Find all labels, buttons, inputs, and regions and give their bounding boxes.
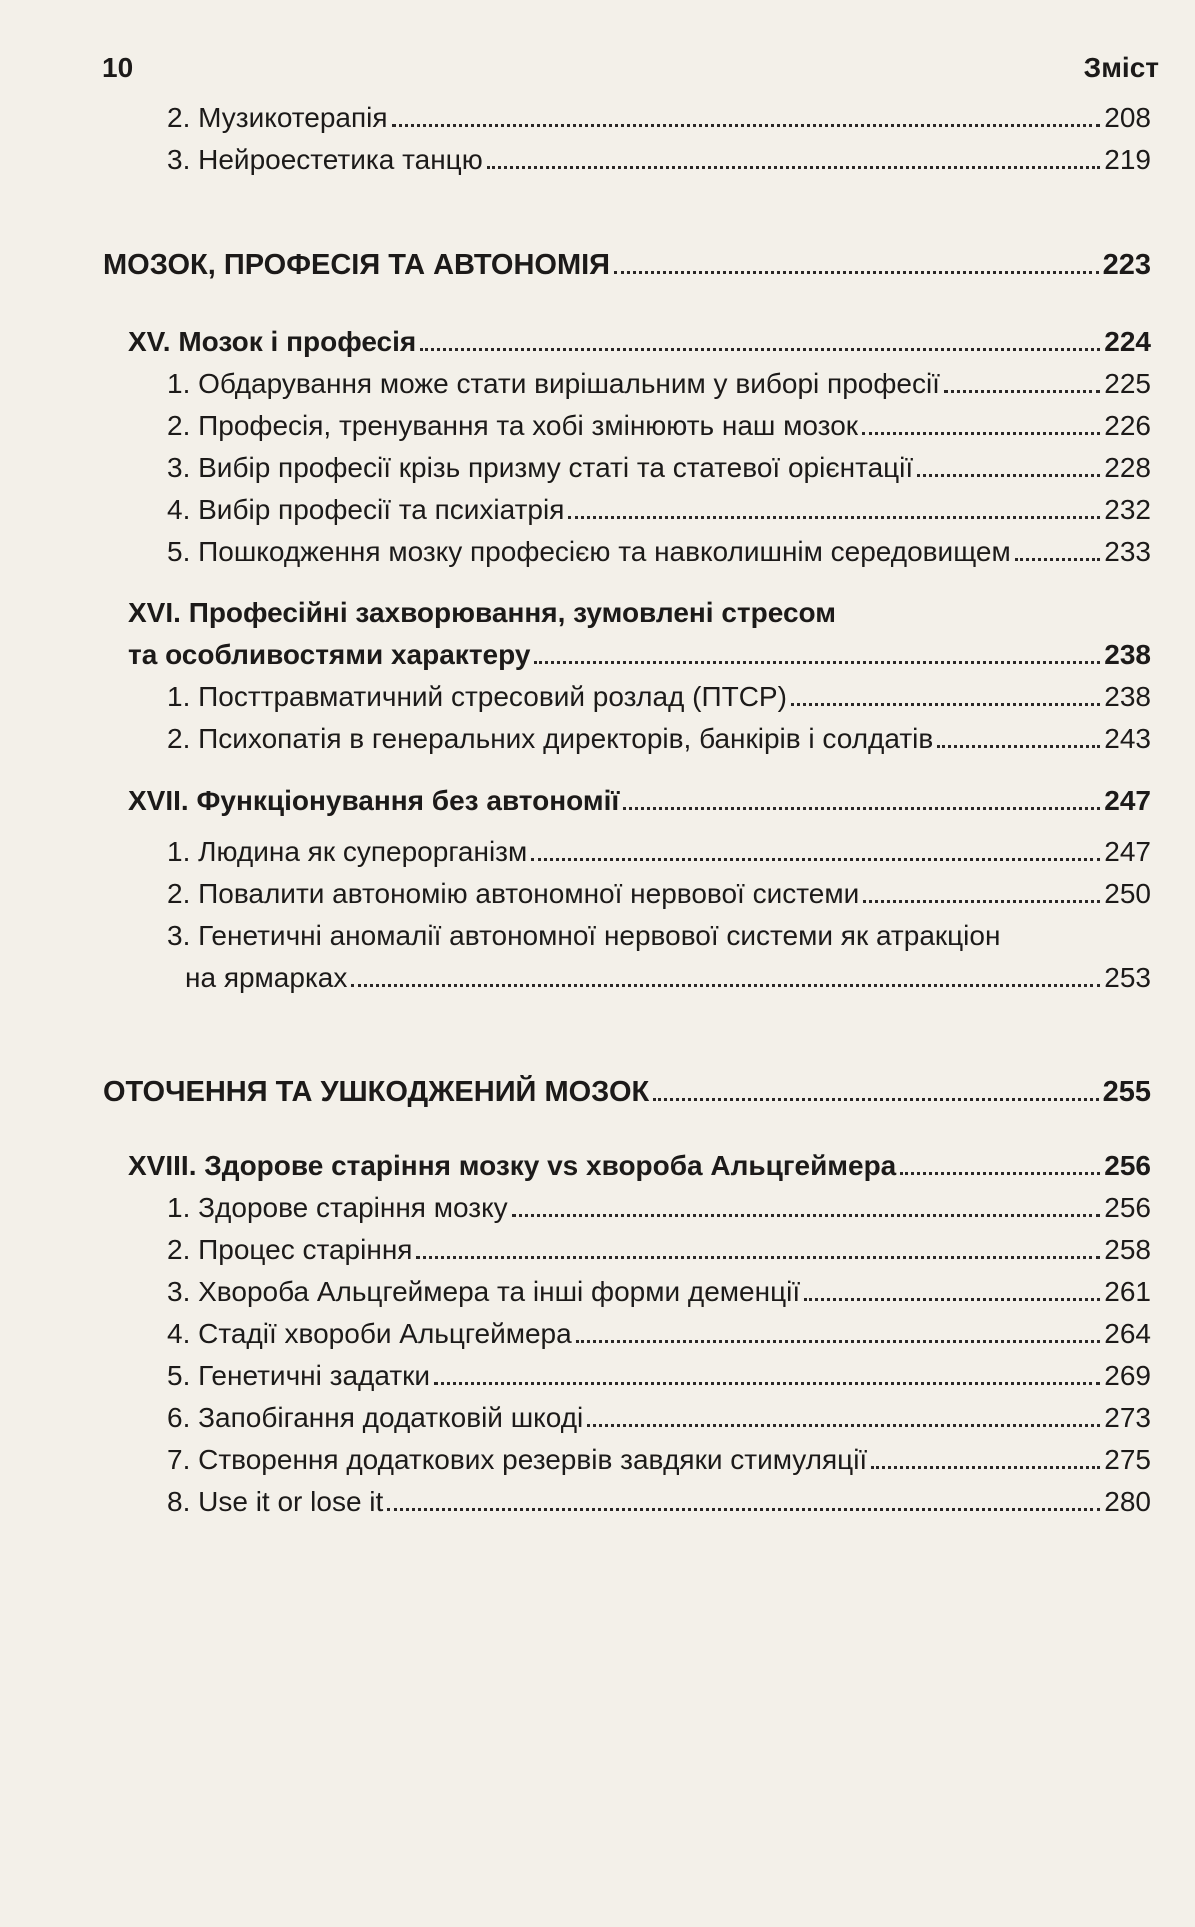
dot-leader	[862, 432, 1100, 435]
toc-entry-title: на ярмарках	[185, 962, 348, 993]
toc-entry-title: 2. Психопатія в генеральних директорів, банкірів і солдатів	[167, 723, 934, 754]
toc-section-entry	[167, 530, 1151, 570]
toc-section-entry	[167, 1312, 1151, 1352]
toc-section-entry	[167, 872, 1151, 912]
toc-page-number: 226	[1104, 410, 1151, 441]
dot-leader	[804, 1298, 1100, 1301]
toc-page-number: 219	[1104, 144, 1151, 175]
dot-leader	[487, 166, 1101, 169]
toc-page-number: 228	[1104, 452, 1151, 483]
toc-page-number: 273	[1104, 1402, 1151, 1433]
toc-entry-title: 5. Пошкодження мозку професією та навколишнім середовищем	[167, 536, 1011, 567]
toc-page-number: 247	[1104, 785, 1151, 816]
toc-entry-title: 1. Обдарування може стати вирішальним у виборі професії	[167, 368, 940, 399]
toc-entry-title: 2. Процес старіння	[167, 1234, 413, 1265]
dot-leader	[1015, 558, 1101, 561]
toc-section-entry	[167, 1228, 1151, 1268]
toc-page-number: 247	[1104, 836, 1151, 867]
dot-leader	[871, 1466, 1100, 1469]
toc-entry-title: 4. Стадії хвороби Альцгеймера	[167, 1318, 572, 1349]
toc-page-number: 224	[1104, 326, 1151, 357]
toc-page-number: 232	[1104, 494, 1151, 525]
toc-part-entry	[103, 1070, 1151, 1110]
dot-leader	[653, 1098, 1098, 1101]
toc-section-entry	[167, 1438, 1151, 1478]
toc-page-number: 223	[1102, 249, 1151, 281]
toc-page-number: 238	[1104, 681, 1151, 712]
toc-entry-title: 2. Повалити автономію автономної нервової системи	[167, 878, 860, 909]
toc-entry-title: 4. Вибір професії та психіатрія	[167, 494, 565, 525]
toc-chapter-entry	[128, 320, 1151, 360]
toc-page-number: 225	[1104, 368, 1151, 399]
toc-page-number: 275	[1104, 1444, 1151, 1475]
toc-section-entry	[167, 138, 1151, 178]
toc-section-entry	[167, 96, 1151, 136]
toc-entry-title-line1: 3. Генетичні аномалії автономної нервової системи як атракціон	[167, 920, 1001, 951]
dot-leader	[576, 1340, 1101, 1343]
toc-section-entry	[167, 1270, 1151, 1310]
dot-leader	[623, 807, 1100, 810]
toc-part-entry	[103, 243, 1151, 283]
toc-section-entry	[167, 1354, 1151, 1394]
toc-entry-title: XVIII. Здорове старіння мозку vs хвороба Альцгеймера	[128, 1150, 897, 1181]
toc-entry-title: 8. Use it or lose it	[167, 1486, 384, 1517]
toc-entry-title: 3. Хвороба Альцгеймера та інші форми деменції	[167, 1276, 801, 1307]
dot-leader	[568, 516, 1100, 519]
dot-leader	[900, 1172, 1100, 1175]
dot-leader	[534, 661, 1100, 664]
toc-chapter-entry	[128, 779, 1151, 819]
toc-section-entry	[167, 488, 1151, 528]
toc-section-entry	[167, 1396, 1151, 1436]
toc-section-entry	[167, 1186, 1151, 1226]
toc-section-entry	[167, 717, 1151, 757]
dot-leader	[351, 984, 1100, 987]
dot-leader	[614, 271, 1099, 274]
toc-entry-title: ОТОЧЕННЯ ТА УШКОДЖЕНИЙ МОЗОК	[103, 1076, 650, 1108]
toc-page-number: 233	[1104, 536, 1151, 567]
toc-section-entry	[167, 830, 1151, 870]
toc-page-number: 261	[1104, 1276, 1151, 1307]
toc-entry-title: та особливостями характеру	[128, 639, 531, 670]
toc-entry-title: 3. Нейроестетика танцю	[167, 144, 483, 175]
toc-entry-title-line1: XVI. Професійні захворювання, зумовлені стресом	[128, 597, 836, 628]
dot-leader	[434, 1382, 1100, 1385]
dot-leader	[937, 745, 1100, 748]
toc-page-number: 269	[1104, 1360, 1151, 1391]
toc-entry-title: 1. Здорове старіння мозку	[167, 1192, 508, 1223]
toc-section-entry	[167, 675, 1151, 715]
toc-page-number: 256	[1104, 1150, 1151, 1181]
dot-leader	[917, 474, 1100, 477]
toc-page-number: 250	[1104, 878, 1151, 909]
toc-entry-title: МОЗОК, ПРОФЕСІЯ ТА АВТОНОМІЯ	[103, 249, 611, 281]
toc-page-number: 253	[1104, 962, 1151, 993]
toc-entry-title: 6. Запобігання додатковій шкоді	[167, 1402, 584, 1433]
toc-section-entry	[167, 362, 1151, 402]
toc-chapter-entry	[128, 633, 1151, 673]
toc-page-number: 238	[1104, 639, 1151, 670]
toc-entry-title: 3. Вибір професії крізь призму статі та статевої орієнтації	[167, 452, 914, 483]
dot-leader	[420, 348, 1100, 351]
dot-leader	[587, 1424, 1100, 1427]
toc-page-number: 255	[1102, 1076, 1151, 1108]
dot-leader	[512, 1214, 1101, 1217]
toc-page-number: 208	[1104, 102, 1151, 133]
dot-leader	[387, 1508, 1100, 1511]
toc-entry-title: 5. Генетичні задатки	[167, 1360, 431, 1391]
dot-leader	[791, 703, 1100, 706]
page-number: 10	[102, 52, 134, 83]
toc-entry-title: XV. Мозок і професія	[128, 326, 417, 357]
toc-page-number: 243	[1104, 723, 1151, 754]
running-title: Зміст	[1083, 52, 1159, 83]
toc-entry-title: 2. Професія, тренування та хобі змінюють наш мозок	[167, 410, 859, 441]
dot-leader	[531, 858, 1100, 861]
toc-page-number: 264	[1104, 1318, 1151, 1349]
toc-entry-title: XVII. Функціонування без автономії	[128, 785, 620, 816]
toc-section-entry	[167, 446, 1151, 486]
toc-entry-title: 2. Музикотерапія	[167, 102, 388, 133]
toc-chapter-entry	[128, 1144, 1151, 1184]
toc-page-number: 256	[1104, 1192, 1151, 1223]
dot-leader	[392, 124, 1101, 127]
toc-entry-title: 1. Людина як суперорганізм	[167, 836, 528, 867]
toc-section-entry	[167, 404, 1151, 444]
toc-section-entry	[167, 1480, 1151, 1520]
dot-leader	[863, 900, 1100, 903]
toc-entry-title: 7. Створення додаткових резервів завдяки стимуляції	[167, 1444, 868, 1475]
toc-page-number: 280	[1104, 1486, 1151, 1517]
dot-leader	[416, 1256, 1100, 1259]
toc-section-entry	[185, 956, 1151, 996]
dot-leader	[944, 390, 1100, 393]
toc-page-number: 258	[1104, 1234, 1151, 1265]
toc-entry-title: 1. Посттравматичний стресовий розлад (ПТСР)	[167, 681, 787, 712]
